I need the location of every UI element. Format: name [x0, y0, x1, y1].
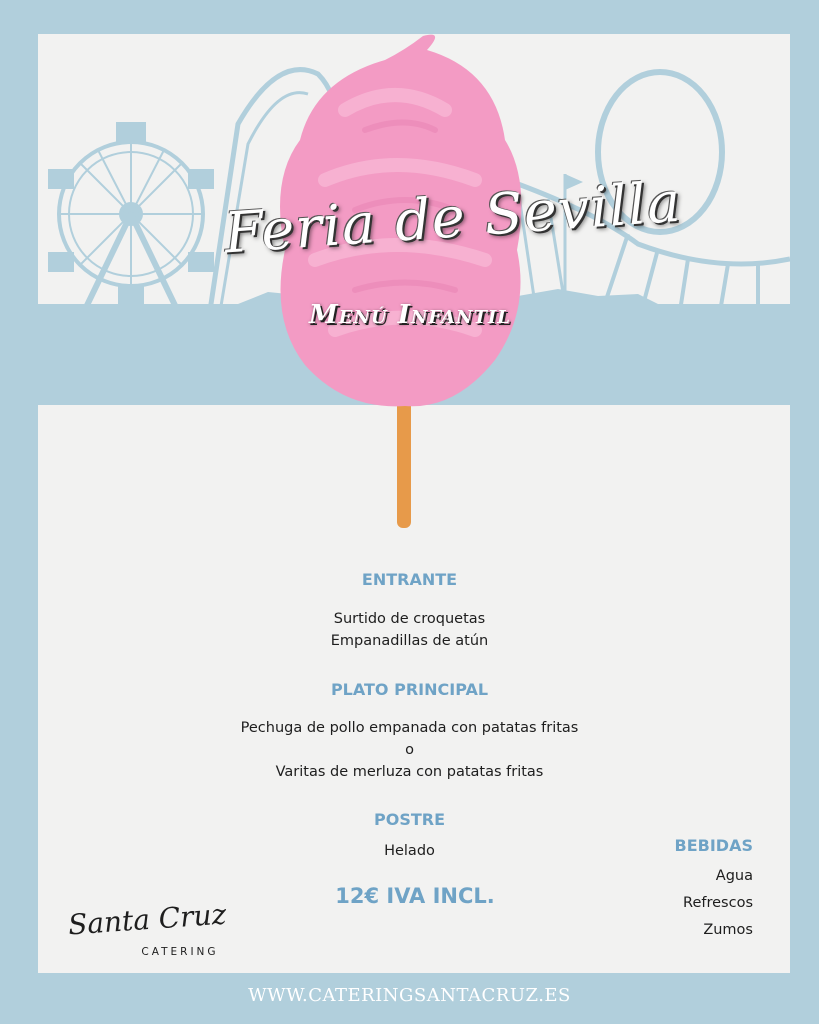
page-title: Feria de Sevilla [222, 169, 684, 267]
starter-item: Empanadillas de atún [330, 633, 489, 649]
drink-item: Agua [715, 868, 753, 884]
section-dessert-title: POSTRE [373, 810, 445, 829]
brand-tagline: CATERING [141, 946, 219, 958]
drink-item: Zumos [703, 922, 753, 938]
section-main-title: PLATO PRINCIPAL [330, 680, 489, 699]
dessert-item: Helado [384, 843, 435, 859]
main-item: Pechuga de pollo empanada con patatas fritas [240, 720, 579, 736]
main-item-or: o [405, 742, 414, 758]
section-starters-title: ENTRANTE [361, 570, 458, 589]
cotton-candy-icon [255, 30, 545, 530]
section-drinks-title: BEBIDAS [674, 836, 753, 855]
website-link[interactable]: WWW.CATERINGSANTACRUZ.ES [248, 985, 571, 1006]
brand-logo: Santa Cruz [67, 897, 228, 942]
drink-item: Refrescos [683, 895, 753, 911]
menu-price: 12€ IVA INCL. [335, 884, 495, 908]
starter-item: Surtido de croquetas [333, 611, 486, 627]
menu-subtitle: Menú Infantil [309, 300, 511, 330]
main-item: Varitas de merluza con patatas fritas [275, 764, 544, 780]
